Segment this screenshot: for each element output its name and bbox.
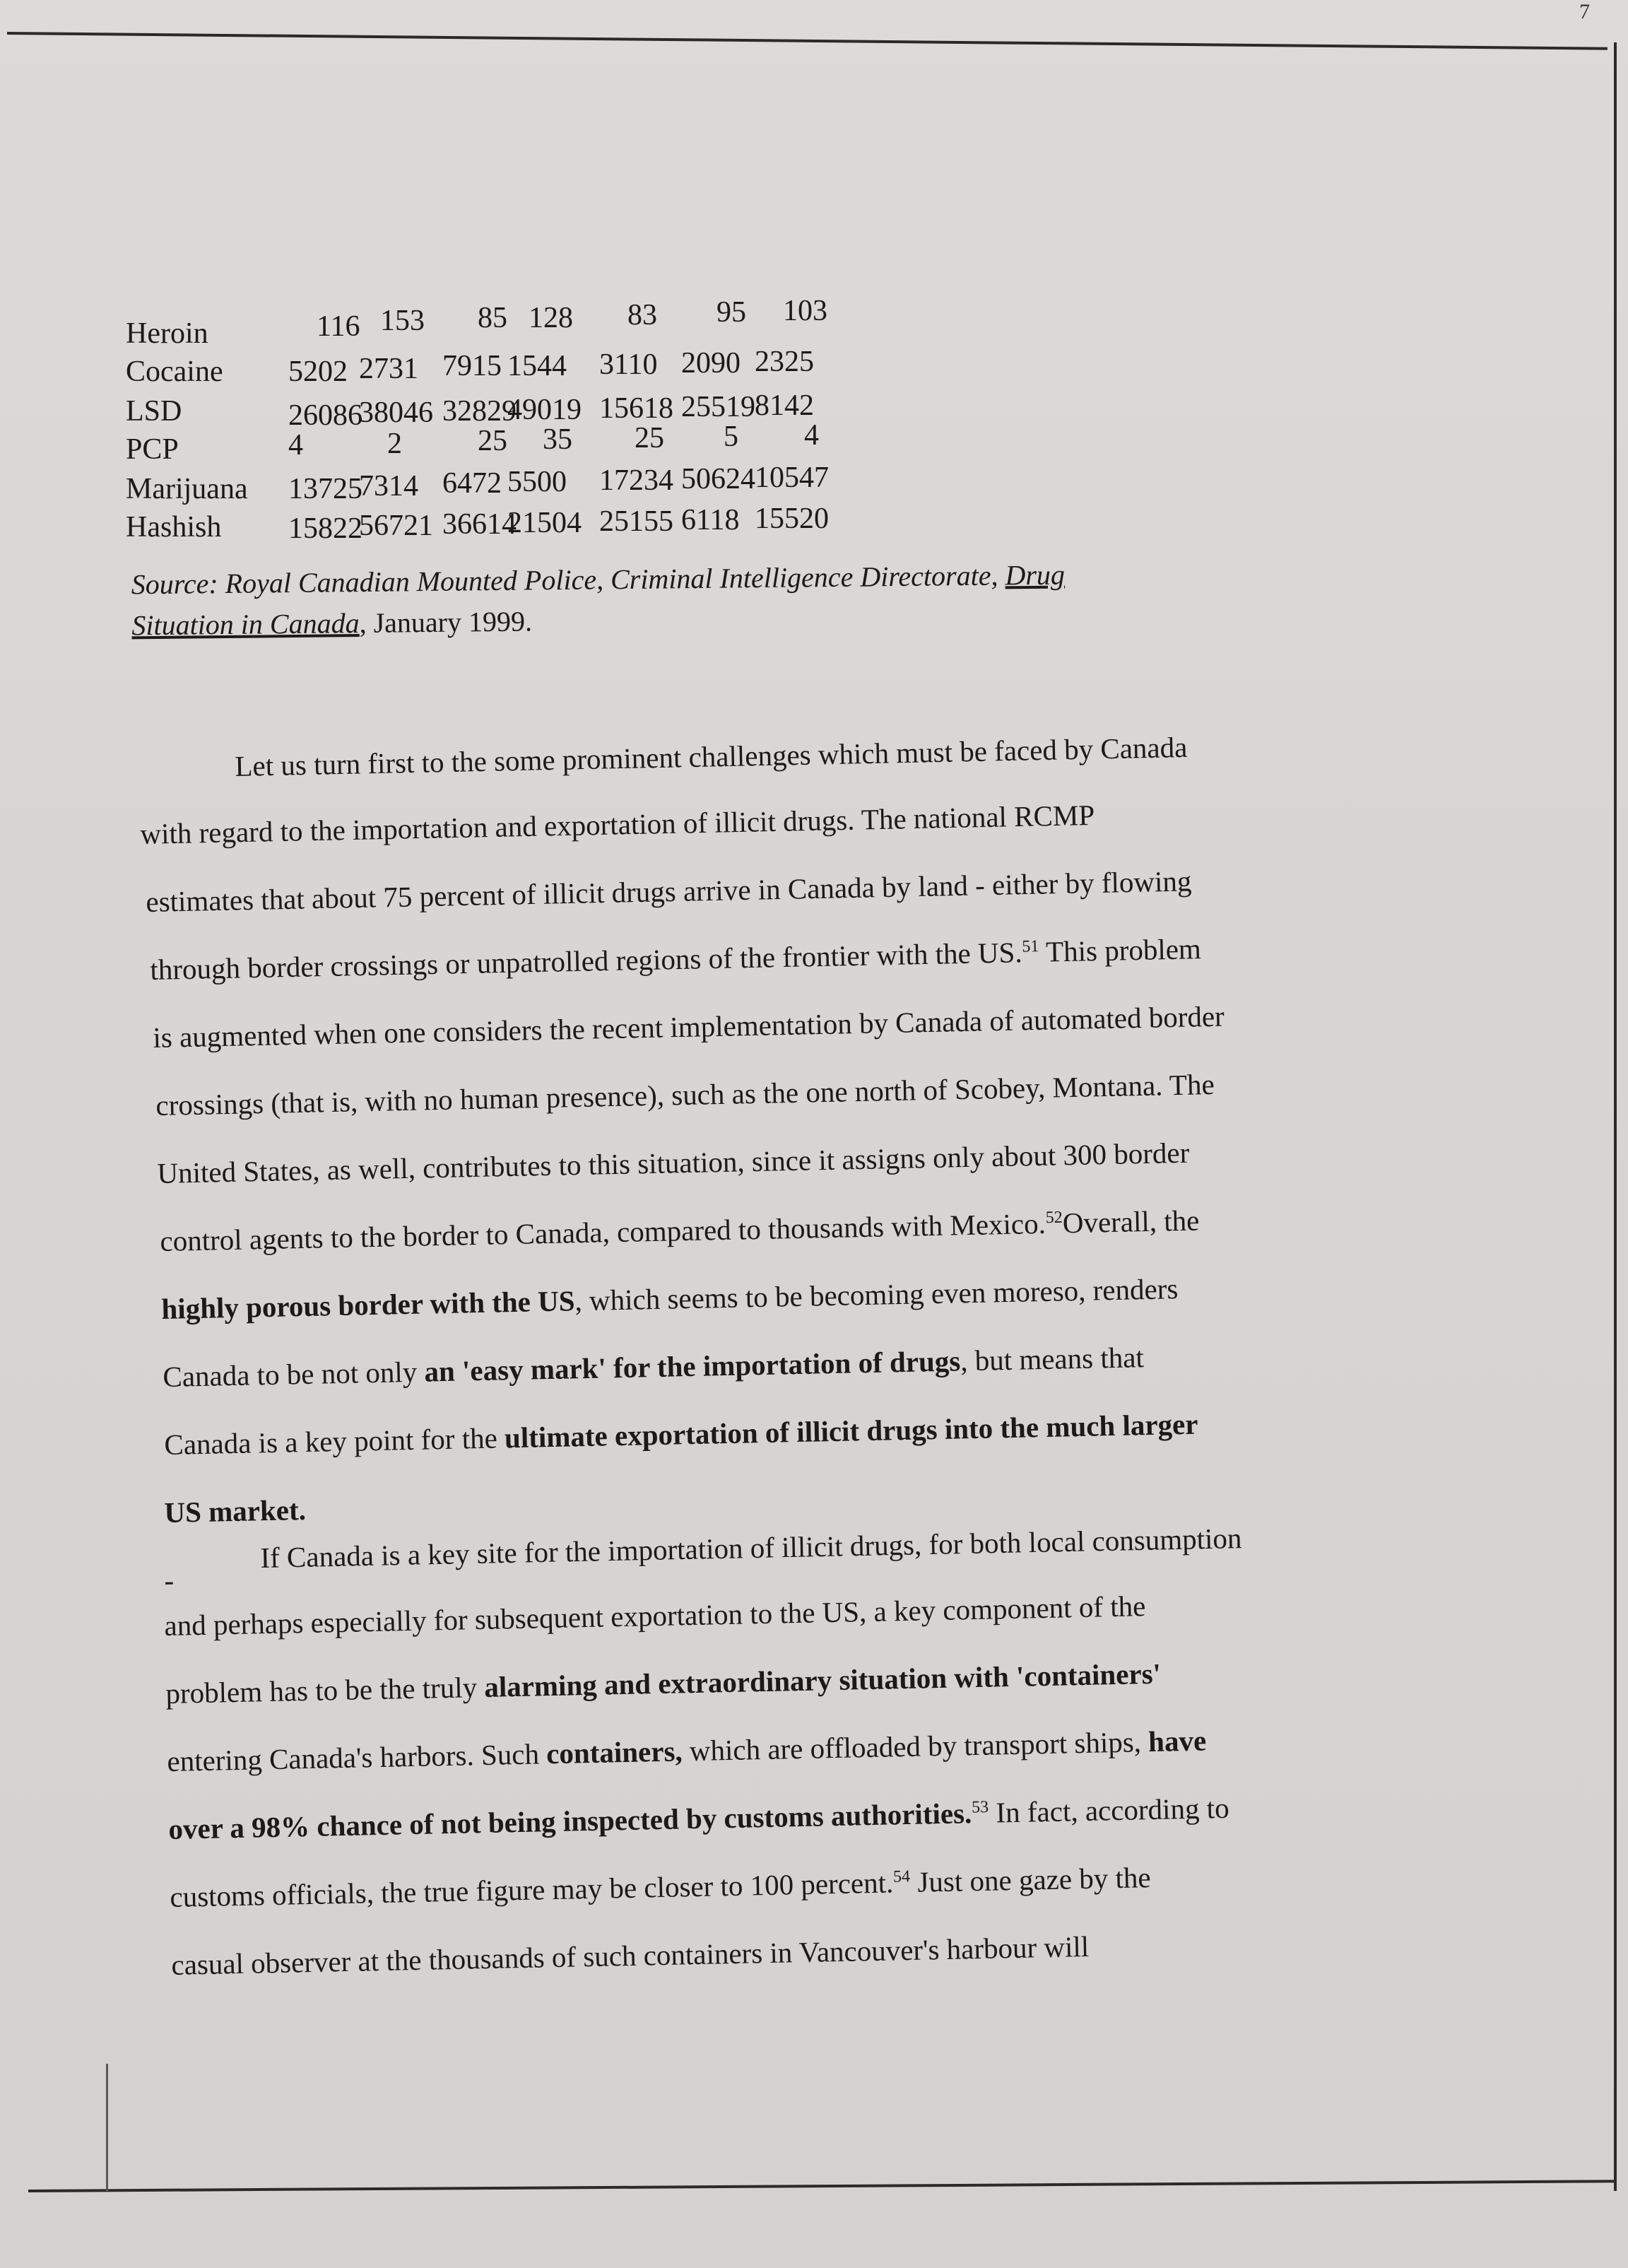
body-line-18 xyxy=(170,1860,1151,1914)
table-cell: 1544 xyxy=(507,350,567,382)
emphasis-us-market: US market. xyxy=(164,1493,307,1529)
drug-name: PCP xyxy=(126,433,179,466)
table-cell: 2 xyxy=(387,428,402,460)
body-line-10-c: , but means that xyxy=(960,1341,1145,1377)
emphasis-porous-border: highly porous border with the US xyxy=(161,1284,575,1325)
body-line-18-a: customs officials, the true figure may be closer to 100 percent. xyxy=(170,1866,894,1913)
table-cell: 21504 xyxy=(507,507,582,539)
table-cell: 153 xyxy=(380,305,425,337)
table-cell: 85 xyxy=(478,302,507,334)
table-cell: 5202 xyxy=(288,356,348,388)
table-cell: 13725 xyxy=(288,473,362,505)
body-line-12 xyxy=(164,1493,306,1529)
body-line-13: If Canada is a key site for the importation of illicit drugs, for both local consumption xyxy=(260,1522,1242,1574)
body-line-1: Let us turn first to the some prominent challenges which must be faced by Canada xyxy=(235,730,1188,782)
body-line-11-a: Canada is a key point for the xyxy=(164,1421,505,1461)
body-line-9 xyxy=(161,1271,1179,1326)
source-title-part1: Drug xyxy=(1005,558,1066,592)
table-cell: 7314 xyxy=(359,470,418,503)
table-cell: 6118 xyxy=(681,504,740,536)
source-title-part2: Situation in Canada xyxy=(131,607,360,642)
table-cell: 103 xyxy=(783,295,827,327)
footnote-53: 53 xyxy=(971,1798,989,1817)
table-cell: 32829 xyxy=(442,395,517,428)
paragraph-dash: - xyxy=(164,1563,175,1597)
frame-left-border xyxy=(106,2064,108,2191)
body-line-4-a: through border crossings or unpatrolled regions of the frontier with the US. xyxy=(150,936,1023,986)
body-line-14: and perhaps especially for subsequent exportation to the US, a key component of the xyxy=(164,1590,1146,1642)
drug-name: LSD xyxy=(126,395,182,428)
body-line-4-b: This problem xyxy=(1039,932,1202,968)
body-line-15-a: problem has to be the truly xyxy=(165,1670,485,1710)
body-line-16 xyxy=(167,1723,1207,1778)
table-cell: 2731 xyxy=(359,353,418,385)
body-line-8-a: control agents to the border to Canada, compared to thousands with Mexico. xyxy=(160,1206,1046,1257)
body-line-17-b: In fact, according to xyxy=(988,1791,1230,1829)
body-line-2: with regard to the importation and exportation of illicit drugs. The national RCMP xyxy=(140,798,1095,850)
table-cell: 7915 xyxy=(442,350,502,382)
body-line-3: estimates that about 75 percent of illicit drugs arrive in Canada by land - either by flowing xyxy=(146,864,1192,918)
table-cell: 56721 xyxy=(359,510,433,542)
body-line-8 xyxy=(160,1203,1200,1258)
table-cell: 3110 xyxy=(599,348,658,381)
footnote-52: 52 xyxy=(1045,1208,1063,1228)
table-cell: 128 xyxy=(529,302,573,334)
table-cell: 10547 xyxy=(755,462,829,494)
drug-name: Heroin xyxy=(126,317,208,350)
table-cell: 25 xyxy=(478,425,507,457)
drug-name: Marijuana xyxy=(126,473,248,505)
corner-mark: 7 xyxy=(1579,0,1590,23)
footnote-54: 54 xyxy=(892,1867,911,1886)
table-cell: 36614 xyxy=(442,508,517,541)
table-cell: 25519 xyxy=(681,391,755,423)
table-cell: 6472 xyxy=(442,467,502,500)
body-line-17 xyxy=(168,1791,1229,1846)
emphasis-easy-mark: an 'easy mark' for the importation of drugs xyxy=(424,1344,961,1388)
table-cell: 17234 xyxy=(599,464,673,497)
body-line-16-c: which are offloaded by transport ships, xyxy=(682,1725,1149,1768)
drug-name: Cocaine xyxy=(126,356,223,388)
body-line-8-b: Overall, the xyxy=(1062,1204,1200,1240)
source-citation xyxy=(131,553,1262,647)
body-line-10-a: Canada to be not only xyxy=(163,1355,425,1393)
table-cell: 15822 xyxy=(288,512,362,545)
source-suffix: , January 1999. xyxy=(359,605,533,640)
table-cell: 35 xyxy=(543,423,572,456)
table-cell: 95 xyxy=(716,296,746,329)
body-line-7: United States, as well, contributes to this situation, since it assigns only about 300 border xyxy=(157,1136,1190,1189)
table-cell: 49019 xyxy=(507,394,582,426)
table-cell: 25155 xyxy=(599,505,673,538)
body-line-9-b: , which seems to be becoming even moreso, renders xyxy=(574,1272,1179,1317)
frame-top-border xyxy=(7,32,1608,50)
drug-name: Hashish xyxy=(126,511,222,544)
body-line-11 xyxy=(164,1407,1198,1462)
table-cell: 116 xyxy=(317,310,360,343)
frame-bottom-border xyxy=(28,2180,1617,2192)
emphasis-98-percent: over a 98% chance of not being inspected by customs authorities. xyxy=(168,1797,972,1845)
table-cell: 2325 xyxy=(755,346,814,378)
table-cell: 15520 xyxy=(755,503,829,535)
footnote-51: 51 xyxy=(1022,937,1039,956)
table-cell: 8142 xyxy=(755,389,814,422)
body-line-10 xyxy=(163,1340,1144,1394)
table-cell: 4 xyxy=(288,429,303,462)
body-line-4 xyxy=(150,932,1201,987)
table-cell: 25 xyxy=(635,422,664,454)
table-cell: 15618 xyxy=(599,392,673,425)
emphasis-have: have xyxy=(1148,1724,1207,1758)
body-line-6: crossings (that is, with no human presence), such as the one north of Scobey, Montana. The xyxy=(155,1067,1215,1122)
source-prefix: Source: Royal Canadian Mounted Police, Criminal Intelligence Directorate, xyxy=(131,559,998,601)
body-line-16-a: entering Canada's harbors. Such xyxy=(167,1737,547,1778)
table-cell: 2090 xyxy=(681,347,741,380)
table-cell: 4 xyxy=(804,419,819,452)
table-cell: 5 xyxy=(724,421,738,453)
table-cell: 26086 xyxy=(288,399,362,432)
body-line-18-b: Just one gaze by the xyxy=(909,1861,1152,1898)
table-cell: 38046 xyxy=(359,396,433,429)
table-cell: 50624 xyxy=(681,463,755,495)
emphasis-containers-situation: alarming and extraordinary situation with 'containers' xyxy=(483,1657,1162,1703)
body-line-15 xyxy=(165,1657,1161,1710)
emphasis-containers: containers, xyxy=(545,1734,683,1770)
table-cell: 5500 xyxy=(507,466,567,498)
table-cell: 83 xyxy=(627,299,657,331)
body-line-19: casual observer at the thousands of such containers in Vancouver's harbour will xyxy=(171,1929,1090,1981)
body-line-5: is augmented when one considers the recent implementation by Canada of automated border xyxy=(153,999,1225,1054)
frame-right-border xyxy=(1614,42,1617,2191)
emphasis-ultimate-exportation: ultimate exportation of illicit drugs into the much larger xyxy=(504,1407,1198,1455)
